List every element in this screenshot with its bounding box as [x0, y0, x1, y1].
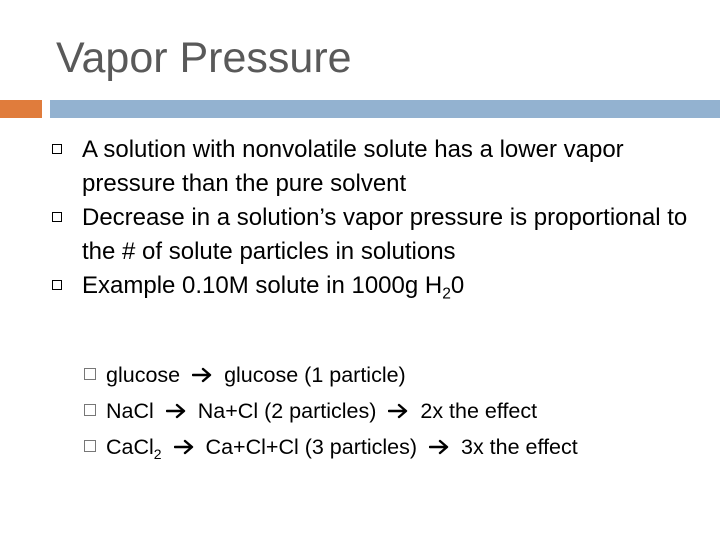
arrow-right-icon [192, 367, 214, 383]
square-outline-icon [52, 212, 62, 222]
bullet-item [52, 269, 692, 311]
square-box-icon [84, 404, 96, 416]
bullet-item [52, 133, 692, 201]
bullet-text: Example 0.10M solute in 1000g H [82, 272, 443, 299]
arrow-right-icon [388, 403, 410, 419]
sub-bullet-right: Ca+Cl+Cl (3 particles) [205, 435, 418, 459]
sub-bullet-item [84, 357, 578, 393]
bullet-text: Decrease in a solution’s vapor pressure is proportional to the # of solute particles in solutions [82, 204, 688, 265]
square-outline-icon [52, 144, 62, 154]
sub-bullet-list [84, 357, 578, 472]
arrow-right-icon [429, 439, 451, 455]
square-box-icon [84, 368, 96, 380]
slide-title: Vapor Pressure [56, 34, 352, 82]
sub-bullet-left: glucose [106, 363, 181, 387]
arrow-right-icon [166, 403, 188, 419]
title-accent-bar [0, 100, 42, 118]
bullet-item [52, 201, 692, 269]
title-rule-bar [50, 100, 720, 118]
bullet-list [52, 133, 692, 311]
square-outline-icon [52, 280, 62, 290]
bullet-text: A solution with nonvolatile solute has a lower vapor pressure than the pure solvent [82, 136, 624, 197]
square-box-icon [84, 440, 96, 452]
arrow-right-icon [174, 439, 196, 455]
sub-bullet-effect: 2x the effect [420, 399, 538, 423]
sub-bullet-item [84, 393, 578, 429]
sub-bullet-item [84, 429, 578, 472]
bullet-text-suffix: 0 [450, 272, 465, 299]
subscript: 2 [153, 445, 162, 462]
sub-bullet-right: glucose (1 particle) [224, 363, 406, 387]
sub-bullet-right: Na+Cl (2 particles) [197, 399, 377, 423]
sub-bullet-effect: 3x the effect [461, 435, 578, 459]
sub-bullet-left: CaCl [106, 435, 154, 459]
sub-bullet-left: NaCl [106, 399, 154, 423]
subscript: 2 [442, 285, 451, 303]
